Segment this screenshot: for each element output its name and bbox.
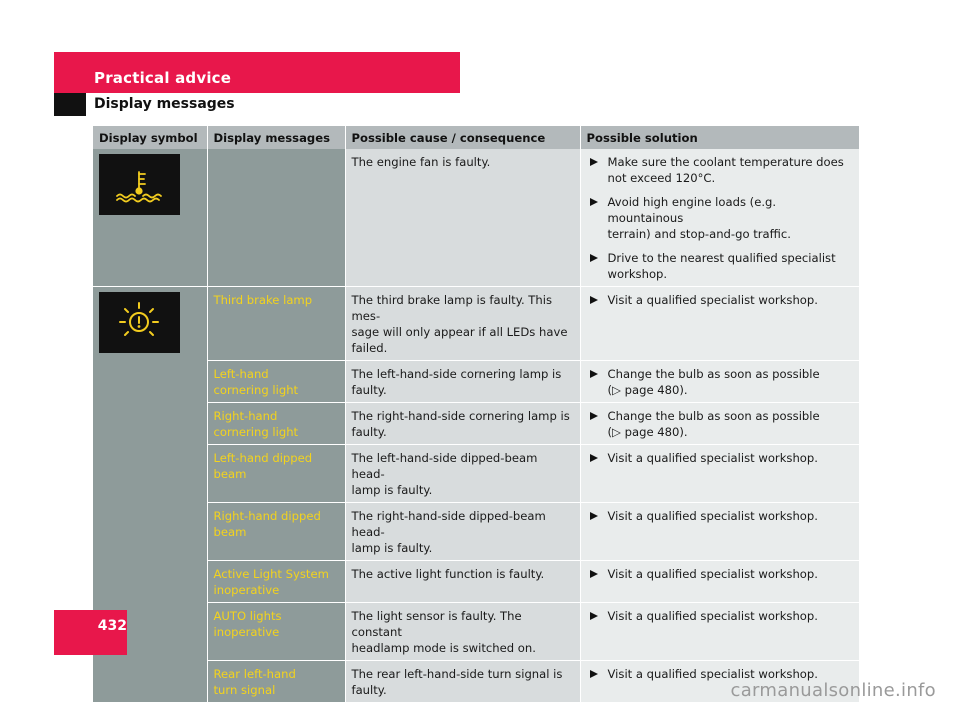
watermark: carmanualsonline.info bbox=[730, 680, 936, 701]
arrow-bullet-icon bbox=[590, 158, 598, 166]
arrow-bullet-icon bbox=[590, 370, 598, 378]
message-cell: AUTO lights inoperative bbox=[207, 603, 345, 661]
cause-cell: The engine fan is faulty. bbox=[345, 149, 580, 287]
table-row bbox=[93, 445, 859, 503]
table-header-row bbox=[93, 126, 859, 149]
subsection-marker bbox=[54, 93, 86, 116]
cause-cell: The right-hand-side dipped-beam head- lamp is faulty. bbox=[345, 503, 580, 561]
message-cell: Left-hand cornering light bbox=[207, 361, 345, 403]
symbol-cell bbox=[93, 149, 207, 287]
cause-cell: The active light function is faulty. bbox=[345, 561, 580, 603]
solution-cell bbox=[580, 561, 859, 603]
cause-cell: The light sensor is faulty. The constant headlamp mode is switched on. bbox=[345, 603, 580, 661]
solution-cell bbox=[580, 445, 859, 503]
solution-item: Change the bulb as soon as possible (▷ page 480). bbox=[587, 408, 854, 440]
arrow-bullet-icon bbox=[590, 670, 598, 678]
arrow-bullet-icon bbox=[590, 612, 598, 620]
page-title: Display messages bbox=[94, 96, 235, 112]
solution-cell bbox=[580, 287, 859, 361]
table-row bbox=[93, 503, 859, 561]
cause-cell: The right-hand-side cornering lamp is faulty. bbox=[345, 403, 580, 445]
message-cell: Right-hand cornering light bbox=[207, 403, 345, 445]
message-cell: Third brake lamp bbox=[207, 287, 345, 361]
solution-item: Visit a qualified specialist workshop. bbox=[587, 666, 854, 682]
section-title: Practical advice bbox=[94, 69, 232, 87]
arrow-bullet-icon bbox=[590, 198, 598, 206]
message-cell: Right-hand dipped beam bbox=[207, 503, 345, 561]
cause-cell: The third brake lamp is faulty. This mes- sage will only appear if all LEDs have failed. bbox=[345, 287, 580, 361]
solution-cell bbox=[580, 503, 859, 561]
coolant-temperature-icon bbox=[99, 154, 180, 215]
solution-item: Visit a qualified specialist workshop. bbox=[587, 292, 854, 308]
cause-cell: The left-hand-side dipped-beam head- lamp is faulty. bbox=[345, 445, 580, 503]
message-cell: Left-hand dipped beam bbox=[207, 445, 345, 503]
solution-item: Drive to the nearest qualified specialist workshop. bbox=[587, 250, 854, 282]
solution-item: Visit a qualified specialist workshop. bbox=[587, 608, 854, 624]
cause-cell: The left-hand-side cornering lamp is faulty. bbox=[345, 361, 580, 403]
solution-cell bbox=[580, 403, 859, 445]
solution-item: Make sure the coolant temperature does not exceed 120°C. bbox=[587, 154, 854, 186]
table-row bbox=[93, 603, 859, 661]
solution-item: Visit a qualified specialist workshop. bbox=[587, 508, 854, 524]
table-row bbox=[93, 403, 859, 445]
display-messages-table bbox=[93, 126, 859, 703]
solution-item: Visit a qualified specialist workshop. bbox=[587, 450, 854, 466]
message-cell bbox=[207, 149, 345, 287]
arrow-bullet-icon bbox=[590, 454, 598, 462]
table-row bbox=[93, 287, 859, 361]
page-number-box bbox=[54, 610, 127, 655]
table-row bbox=[93, 361, 859, 403]
solution-item: Change the bulb as soon as possible (▷ page 480). bbox=[587, 366, 854, 398]
arrow-bullet-icon bbox=[590, 512, 598, 520]
column-header-cause: Possible cause / consequence bbox=[345, 126, 580, 149]
cause-cell: The rear left-hand-side turn signal is faulty. bbox=[345, 661, 580, 703]
arrow-bullet-icon bbox=[590, 254, 598, 262]
solution-item: Avoid high engine loads (e.g. mountainous terrain) and stop-and-go traffic. bbox=[587, 194, 854, 242]
solution-item: Visit a qualified specialist workshop. bbox=[587, 566, 854, 582]
arrow-bullet-icon bbox=[590, 412, 598, 420]
column-header-symbol: Display symbol bbox=[93, 126, 207, 149]
column-header-solution: Possible solution bbox=[580, 126, 859, 149]
table-row bbox=[93, 561, 859, 603]
message-cell: Active Light System inoperative bbox=[207, 561, 345, 603]
table-row bbox=[93, 149, 859, 287]
solution-cell bbox=[580, 603, 859, 661]
solution-cell bbox=[580, 149, 859, 287]
solution-cell bbox=[580, 361, 859, 403]
header-band bbox=[54, 52, 460, 93]
page-number: 432 bbox=[97, 618, 127, 634]
message-cell: Rear left-hand turn signal bbox=[207, 661, 345, 703]
arrow-bullet-icon bbox=[590, 570, 598, 578]
arrow-bullet-icon bbox=[590, 296, 598, 304]
exterior-lamp-warning-icon bbox=[99, 292, 180, 353]
column-header-message: Display messages bbox=[207, 126, 345, 149]
